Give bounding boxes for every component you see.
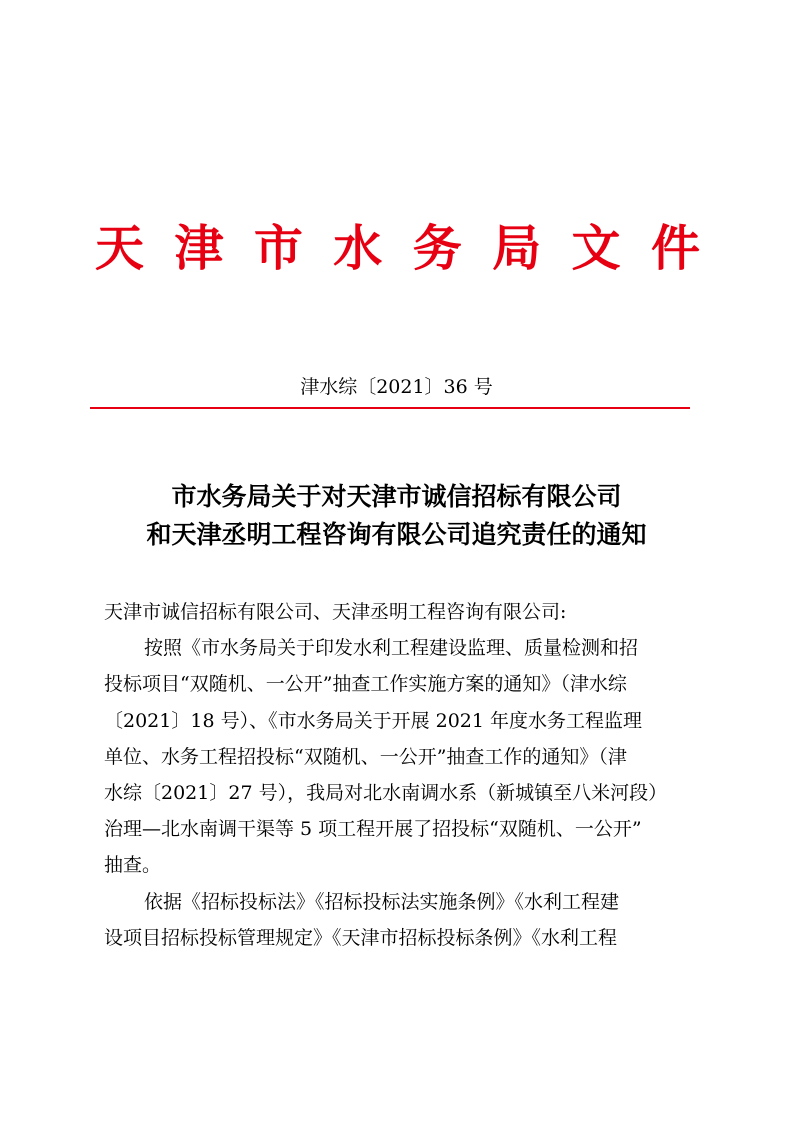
- body-text-line: 抽查。: [104, 854, 162, 877]
- addressee-text: 天津市诚信招标有限公司、天津丞明工程咨询有限公司:: [104, 601, 567, 623]
- document-number: 津水综〔2021〕36 号: [300, 376, 493, 398]
- body-text-line: 依据《招标投标法》《招标投标法实施条例》《水利工程建: [144, 890, 620, 913]
- body-line: [104, 666, 692, 702]
- document-title: [0, 478, 793, 554]
- body-text-line: 投标项目“双随机、一公开”抽查工作实施方案的通知》（津水综: [104, 673, 627, 696]
- body-text-line: 按照《市水务局关于印发水利工程建设监理、质量检测和招: [144, 637, 639, 660]
- body-line: [104, 775, 692, 811]
- body-text-line: 水综〔2021〕27 号），我局对北水南调水系（新城镇至八米河段）: [104, 782, 668, 805]
- issuing-authority-header: [95, 218, 700, 278]
- body-line: [104, 920, 692, 956]
- title-line: 和天津丞明工程咨询有限公司追究责任的通知: [146, 520, 647, 549]
- header-char: 津: [174, 219, 224, 277]
- header-char: 局: [492, 219, 542, 277]
- header-char: 天: [95, 219, 145, 277]
- body-text-line: 设项目招标投标管理规定》《天津市招标投标条例》《水利工程: [104, 926, 618, 949]
- header-char: 文: [571, 219, 621, 277]
- body-text-line: 〔2021〕18 号）、《市水务局关于开展 2021 年度水务工程监理: [104, 709, 643, 732]
- title-line: 市水务局关于对天津市诚信招标有限公司: [171, 482, 622, 511]
- header-char: 件: [650, 219, 700, 277]
- body-text-line: 单位、水务工程招投标“双随机、一公开”抽查工作的通知》（津: [104, 745, 627, 768]
- red-separator-line: [90, 407, 690, 409]
- body-line: [104, 739, 692, 775]
- body-text-line: 治理—北水南调干渠等 5 项工程开展了招投标“双随机、一公开”: [104, 818, 642, 841]
- body-line: [104, 703, 692, 739]
- body-line: [104, 630, 692, 666]
- body-line: [104, 847, 692, 883]
- addressee-line: [104, 594, 692, 630]
- body-line: [104, 884, 692, 920]
- body-line: [104, 811, 692, 847]
- header-char: 务: [412, 219, 462, 277]
- document-body: [104, 594, 692, 956]
- header-char: 水: [333, 219, 383, 277]
- header-char: 市: [253, 219, 303, 277]
